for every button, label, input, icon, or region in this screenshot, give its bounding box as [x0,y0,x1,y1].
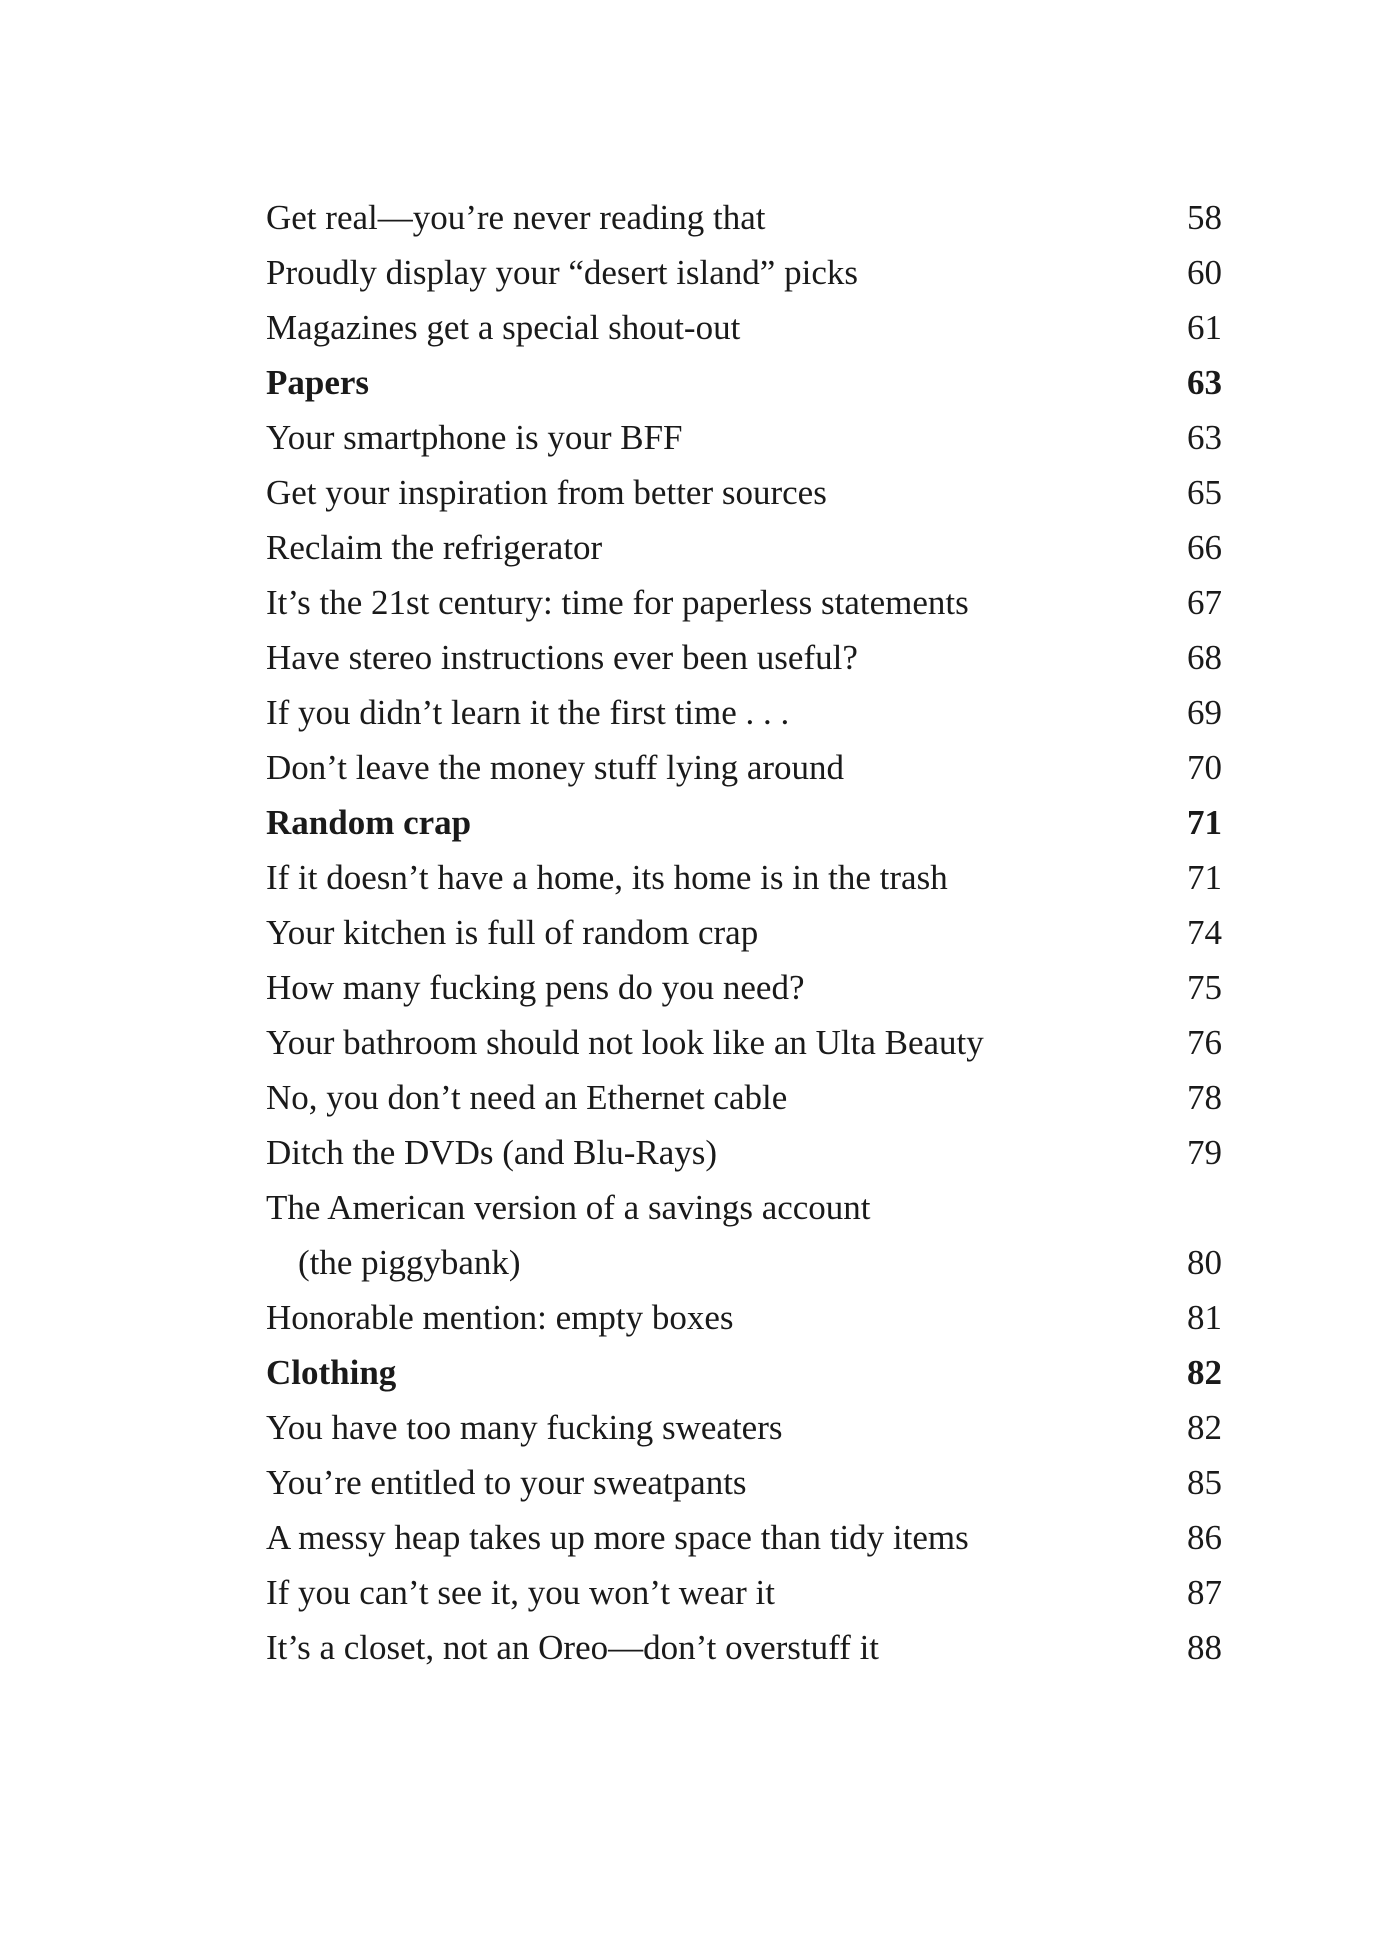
entry-page-number: 87 [1187,1573,1222,1612]
entry-page-number: 58 [1187,198,1222,237]
entry-title: How many fucking pens do you need? [266,968,805,1007]
toc-entry [266,245,1222,300]
table-of-contents [266,190,1222,1675]
entry-page-number: 86 [1187,1518,1222,1557]
entry-page-number: 61 [1187,308,1222,347]
entry-page-number: 63 [1187,418,1222,457]
toc-entry [266,850,1222,905]
section-page-number: 71 [1187,803,1222,842]
entry-title: Get your inspiration from better sources [266,473,827,512]
toc-entry [266,685,1222,740]
section-page-number: 82 [1187,1353,1222,1392]
section-title: Random crap [266,803,472,842]
entry-title: You’re entitled to your sweatpants [266,1463,747,1502]
toc-entry [266,960,1222,1015]
entry-title: Honorable mention: empty boxes [266,1298,734,1337]
entry-title [266,1180,871,1290]
toc-entry [266,1015,1222,1070]
entry-title: Proudly display your “desert island” picks [266,253,858,292]
entry-title: If you didn’t learn it the first time . . . [266,693,790,732]
toc-section-heading [266,795,1222,850]
toc-entry [266,1455,1222,1510]
toc-entry [266,465,1222,520]
entry-page-number: 81 [1187,1298,1222,1337]
toc-entry [266,410,1222,465]
entry-title: If you can’t see it, you won’t wear it [266,1573,775,1612]
entry-title: Your kitchen is full of random crap [266,913,759,952]
toc-entry [266,1290,1222,1345]
entry-page-number: 66 [1187,528,1222,567]
toc-entry [266,905,1222,960]
toc-entry [266,1125,1222,1180]
toc-entry [266,1510,1222,1565]
toc-entry [266,300,1222,355]
entry-title: Ditch the DVDs (and Blu-Rays) [266,1133,718,1172]
entry-title: It’s a closet, not an Oreo—don’t overstuff it [266,1628,880,1667]
toc-entry [266,630,1222,685]
entry-page-number: 70 [1187,748,1222,787]
entry-title: Get real—you’re never reading that [266,198,766,237]
entry-title: Have stereo instructions ever been useful? [266,638,858,677]
entry-page-number: 74 [1187,913,1222,952]
entry-page-number: 80 [1187,1243,1222,1282]
toc-entry [266,1070,1222,1125]
entry-title: Don’t leave the money stuff lying around [266,748,845,787]
entry-page-number: 71 [1187,858,1222,897]
entry-title: Magazines get a special shout-out [266,308,741,347]
toc-entry [266,1400,1222,1455]
entry-title: A messy heap takes up more space than tidy items [266,1518,969,1557]
entry-page-number: 60 [1187,253,1222,292]
entry-page-number: 75 [1187,968,1222,1007]
entry-title: It’s the 21st century: time for paperless statements [266,583,969,622]
toc-entry-wrapped [266,1180,1222,1290]
entry-title: No, you don’t need an Ethernet cable [266,1078,788,1117]
toc-entry [266,575,1222,630]
toc-entry [266,1565,1222,1620]
section-title: Papers [266,363,370,402]
entry-page-number: 85 [1187,1463,1222,1502]
entry-title-line-1: The American version of a savings account [266,1188,871,1227]
entry-title: You have too many fucking sweaters [266,1408,783,1447]
toc-entry [266,740,1222,795]
entry-page-number: 65 [1187,473,1222,512]
entry-page-number: 82 [1187,1408,1222,1447]
entry-title-line-2: (the piggybank) [298,1243,521,1282]
toc-entry [266,1620,1222,1675]
entry-page-number: 78 [1187,1078,1222,1117]
toc-section-heading [266,1345,1222,1400]
entry-title: Your smartphone is your BFF [266,418,683,457]
entry-page-number: 88 [1187,1628,1222,1667]
entry-page-number: 67 [1187,583,1222,622]
entry-title: Reclaim the refrigerator [266,528,603,567]
toc-entry [266,520,1222,575]
toc-section-heading [266,355,1222,410]
toc-entry [266,190,1222,245]
section-page-number: 63 [1187,363,1222,402]
section-title: Clothing [266,1353,397,1392]
entry-title: If it doesn’t have a home, its home is in the trash [266,858,948,897]
entry-page-number: 68 [1187,638,1222,677]
entry-page-number: 76 [1187,1023,1222,1062]
entry-title: Your bathroom should not look like an Ulta Beauty [266,1023,984,1062]
entry-page-number: 69 [1187,693,1222,732]
entry-page-number: 79 [1187,1133,1222,1172]
